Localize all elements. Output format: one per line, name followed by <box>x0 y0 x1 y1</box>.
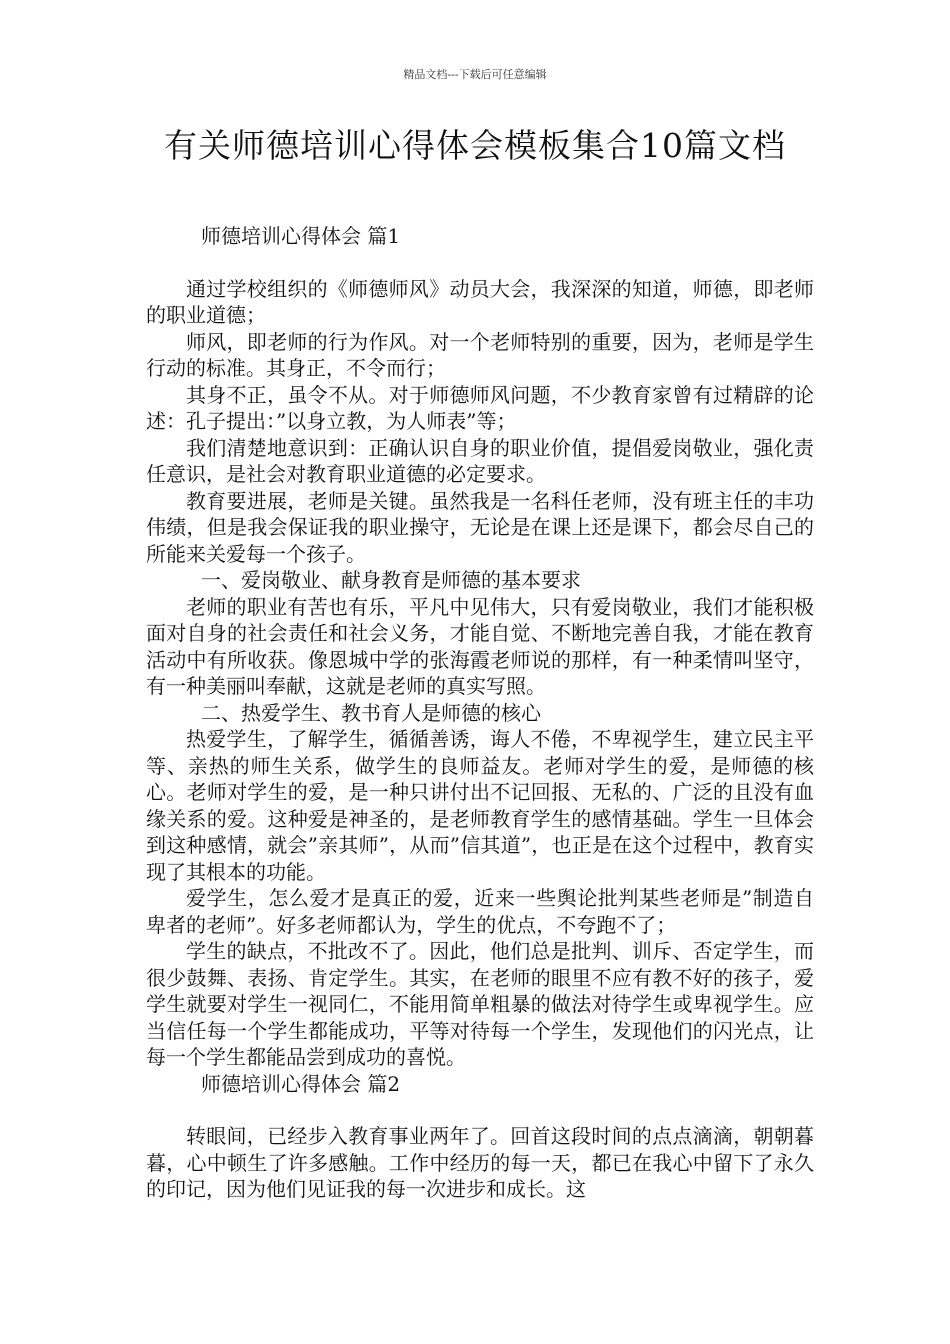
section-heading: 师德培训心得体会 篇2 <box>201 1071 401 1096</box>
section-heading: 师德培训心得体会 篇1 <box>201 224 401 248</box>
paragraph: 老师的职业有苦也有乐，平凡中见伟大，只有爱岗敬业，我们才能积极面对自身的社会责任和社会义务，才能自觉、不断地完善自我，才能在教育活动中有所收获。像恩城中学的张海霞老师说的那样，有一种柔情叫坚守，有一种美丽叫奉献，这就是老师的真实写照。 <box>146 594 814 698</box>
paragraph: 转眼间，已经步入教育事业两年了。回首这段时间的点点滴滴，朝朝暮暮，心中顿生了许多感触。工作中经历的每一天，都已在我心中留下了永久的印记，因为他们见证我的每一次进步和成长。这 <box>146 1124 814 1201</box>
subheading: 一、爱岗敬业、献身教育是师德的基本要求 <box>201 568 581 592</box>
paragraph: 通过学校组织的《师德师风》动员大会，我深深的知道，师德，即老师的职业道德； <box>146 276 814 327</box>
header-note: 精品文档---下载后可任意编辑 <box>403 68 547 81</box>
subheading: 二、热爱学生、教书育人是师德的核心 <box>201 700 541 725</box>
paragraph: 我们清楚地意识到：正确认识自身的职业价值，提倡爱岗敬业，强化责任意识，是社会对教育职业道德的必定要求。 <box>146 435 814 486</box>
paragraph: 师风，即老师的行为作风。对一个老师特别的重要，因为，老师是学生行动的标准。其身正，不令而行； <box>146 329 814 380</box>
paragraph: 教育要进展，老师是关键。虽然我是一名科任老师，没有班主任的丰功伟绩，但是我会保证我的职业操守，无论是在课上还是课下，都会尽自己的所能来关爱每一个孩子。 <box>146 488 814 566</box>
paragraph: 学生的缺点，不批改不了。因此，他们总是批判、训斥、否定学生，而很少鼓舞、表扬、肯定学生。其实，在老师的眼里不应有教不好的孩子，爱学生就要对学生一视同仁，不能用简单粗暴的做法对待学生或卑视学生。应当信任每一个学生都能成功，平等对待每一个学生，发现他们的闪光点，让每一个学生都能品尝到成功的喜悦。 <box>146 939 814 1069</box>
document-body <box>146 223 814 1203</box>
paragraph: 热爱学生，了解学生，循循善诱，诲人不倦，不卑视学生，建立民主平等、亲热的师生关系，做学生的良师益友。老师对学生的爱，是师德的核心。老师对学生的爱，是一种只讲付出不记回报、无私的、广泛的且没有血缘关系的爱。这种爱是神圣的，是老师教育学生的感情基础。学生一旦体会到这种感情，就会”亲其师”，从而”信其道”，也正是在这个过程中，教育实现了其根本的功能。 <box>146 727 814 884</box>
document-title: 有关师德培训心得体会模板集合10篇文档 <box>164 126 786 165</box>
paragraph: 其身不正，虽令不从。对于师德师风问题，不少教育家曾有过精辟的论述：孔子提出：”以身立教，为人师表”等； <box>146 382 814 433</box>
paragraph: 爱学生，怎么爱才是真正的爱，近来一些舆论批判某些老师是”制造自卑者的老师”。好多老师都认为，学生的优点，不夸跑不了； <box>146 886 814 937</box>
